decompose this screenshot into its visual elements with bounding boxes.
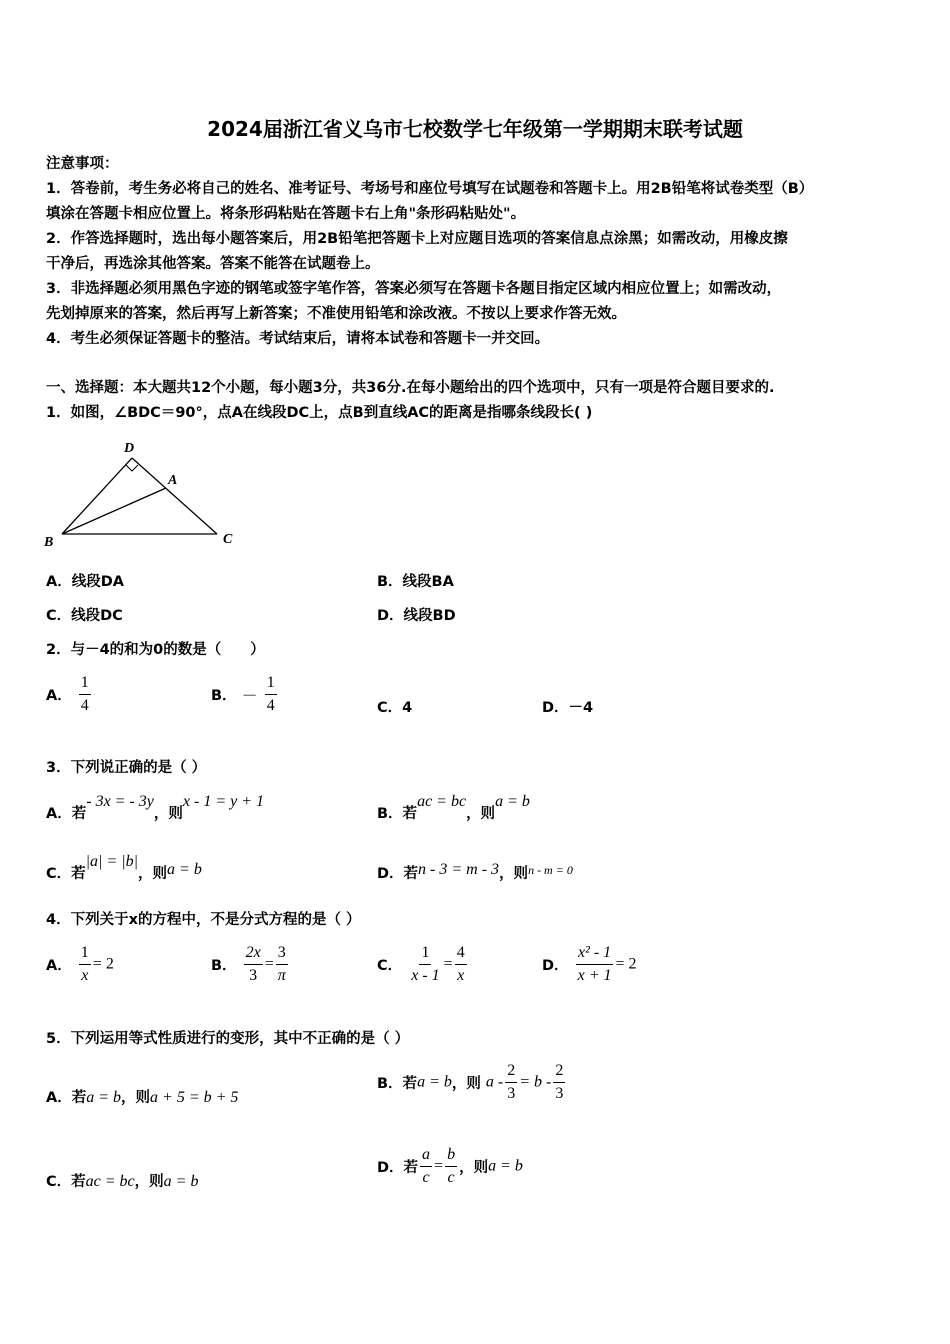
fraction: $\frac{1}{x}$ (80, 944, 89, 984)
q1-option-b[interactable]: B．线段BA (377, 574, 454, 590)
notice-line: 3．非选择题必须用黑色字迹的钢笔或签字笔作答，答案必须写在答题卡各题目指定区域内相应位置上；如需改动， (46, 281, 782, 297)
right-angle-mark (126, 465, 138, 471)
page-title: 2024届浙江省义乌市七校数学七年级第一学期期末联考试题 (207, 117, 743, 141)
segment-ba (62, 488, 166, 534)
fraction: $\frac{3}{\pi}$ (277, 944, 286, 984)
question-1-stem: 1．如图，∠BDC＝90°，点A在线段DC上，点B到直线AC的距离是指哪条线段长( ) (46, 405, 593, 421)
q3-option-b[interactable]: B．若ac = bc，则a = b (377, 793, 530, 822)
q4-option-a[interactable]: A． $\frac{1}{x}$ = 2 (46, 942, 114, 987)
q5-option-a[interactable]: A．若a = b，则a + 5 = b + 5 (46, 1089, 239, 1106)
fraction: $\frac{1}{4}$ (80, 674, 89, 714)
triangle-figure (40, 436, 250, 551)
notice-line: 干净后，再选涂其他答案。答案不能答在试题卷上。 (46, 256, 380, 272)
q3-option-c[interactable]: C．若|a| = |b|，则a = b (46, 853, 202, 882)
segment-bd (62, 458, 132, 534)
question-2-stem: 2．与－4的和为0的数是（ ） (46, 642, 265, 658)
notice-heading: 注意事项： (46, 156, 119, 172)
q4-option-d[interactable]: D． $\frac{\text{x² - 1}}{x + 1}$ = 2 (542, 942, 637, 987)
fraction: $\frac{1}{4}$ (266, 674, 275, 714)
notice-line: 2．作答选择题时，选出每小题答案后，用2B铅笔把答题卡上对应题目选项的答案信息点涂黑；如需改动，用橡皮擦 (46, 231, 788, 247)
notice-line: 1．答卷前，考生务必将自己的姓名、准考证号、考场号和座位号填写在试题卷和答题卡上。用2B铅笔将试卷类型（B） (46, 181, 814, 197)
q1-option-d[interactable]: D．线段BD (377, 608, 456, 624)
label-a: A (168, 473, 178, 488)
fraction: $\frac{2x}{3}$ (245, 944, 261, 984)
label-c: C (223, 532, 233, 547)
notice-line: 先划掉原来的答案，然后再写上新答案；不准使用铅笔和涂改液。不按以上要求作答无效。 (46, 306, 626, 322)
fraction: $\frac{2}{3}$ (555, 1062, 564, 1102)
section-heading: 一、选择题：本大题共12个小题，每小题3分，共36分.在每小题给出的四个选项中，只有一项是符合题目要求的. (46, 380, 775, 396)
fraction: $\frac{b}{c}$ (447, 1146, 456, 1186)
q3-option-d[interactable]: D．若n - 3 = m - 3，则$_{n - m = 0}$ (377, 861, 573, 882)
question-4-stem: 4．下列关于x的方程中，不是分式方程的是（ ） (46, 912, 361, 928)
q4-option-b[interactable]: B． $\frac{2x}{3}$ = $\frac{3}{\pi}$ (211, 942, 290, 987)
segment-dc (132, 458, 217, 534)
q5-option-d[interactable]: D．若 $\frac{a}{c}$ = $\frac{b}{c}$ ，则a = b (377, 1144, 523, 1189)
q5-option-c[interactable]: C．若ac = bc，则a = b (46, 1173, 199, 1190)
question-3-stem: 3．下列说正确的是（ ） (46, 760, 207, 776)
minus-sign: － (241, 688, 258, 705)
q5-option-b[interactable]: B．若a = b，则 a - $\frac{2}{3}$ = b - $\frac{2}{3}$ (377, 1060, 567, 1105)
notice-line: 4．考生必须保证答题卡的整洁。考试结束后，请将本试卷和答题卡一并交回。 (46, 331, 550, 347)
fraction: $\frac{1}{x - 1}$ (411, 944, 440, 984)
q4-option-c[interactable]: C． $\frac{1}{x - 1}$ = $\frac{4}{x}$ (377, 942, 469, 987)
q3-option-a[interactable]: A．若- 3x = - 3y，则x - 1 = y + 1 (46, 793, 265, 822)
notice-line: 填涂在答题卡相应位置上。将条形码粘贴在答题卡右上角"条形码粘贴处"。 (46, 206, 526, 222)
q2-option-c[interactable]: C．4 (377, 700, 413, 716)
option-label: A． (46, 688, 72, 704)
q1-option-a[interactable]: A．线段DA (46, 574, 124, 590)
fraction: $\frac{4}{x}$ (456, 944, 465, 984)
q2-option-a[interactable] (46, 672, 93, 717)
q1-option-c[interactable]: C．线段DC (46, 608, 123, 624)
option-label: B． (211, 688, 237, 704)
question-5-stem: 5．下列运用等式性质进行的变形，其中不正确的是（ ） (46, 1031, 410, 1047)
q2-option-d[interactable]: D．－4 (542, 700, 594, 716)
fraction: $\frac{2}{3}$ (507, 1062, 516, 1102)
fraction: $\frac{a}{c}$ (422, 1146, 431, 1186)
fraction: $\frac{\text{x² - 1}}{x + 1}$ (577, 944, 612, 984)
label-b: B (44, 535, 54, 550)
label-d: D (124, 441, 135, 456)
q2-option-b[interactable] (211, 672, 279, 717)
